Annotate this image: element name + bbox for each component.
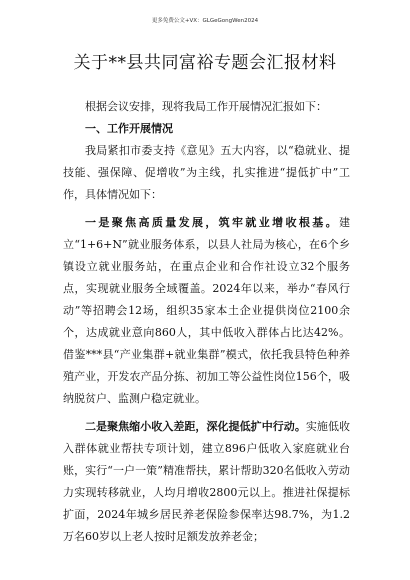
header-note: 更多免费公文+VX：GLGeGongWen2024 (151, 18, 259, 24)
item-two-text: 实施低收入群体就业帮扶专项计划，建立896户低收入家庭就业台账，实行“一户一策”精准帮扶，累计帮助320名低收入劳动力实现转移就业，人均月增收2800元以上。推进社保提标扩面，2024年城乡居民养老保险参保率达98.7%，为1.2万名60岁以上老人按时足额发放养老金； (63, 420, 351, 543)
intro-paragraph: 根据会议安排，现将我局工作开展情况汇报如下： (85, 100, 327, 113)
document-body (63, 96, 350, 548)
item-one-paragraph (63, 212, 350, 410)
item-one-lead: 一是聚焦高质量发展，筑牢就业增收根基。 (85, 216, 339, 229)
item-two-paragraph (63, 416, 350, 548)
document-title: 关于**县共同富裕专题会汇报材料 (73, 53, 337, 73)
section-heading: 一、工作开展情况 (85, 122, 173, 135)
item-one-text: 建立“1+6+N”就业服务体系，以县人社局为核心，在6个乡镇设立就业服务站，在重点企业和合作社设立32个服务点，实现就业服务全域覆盖。2024年以来，举办“春风行动”等招聘会12场，组织35家本土企业提供岗位2100余个，达成就业意向860人，其中低收入群体占比达42%。借鉴***县“产业集群+就业集群”模式，依托我县特色种养殖产业，开发农产品分拣、初加工等公益性岗位156个，吸纳脱贫户、监测户稳定就业。 (63, 216, 350, 405)
overview-paragraph: 我局紧扣市委支持《意见》五大内容，以“稳就业、提技能、强保障、促增收”为主线，扎实推进“提低扩中”工作，具体情况如下： (63, 144, 350, 201)
item-two-lead: 二是聚焦缩小收入差距，深化提低扩中行动。 (85, 420, 306, 433)
